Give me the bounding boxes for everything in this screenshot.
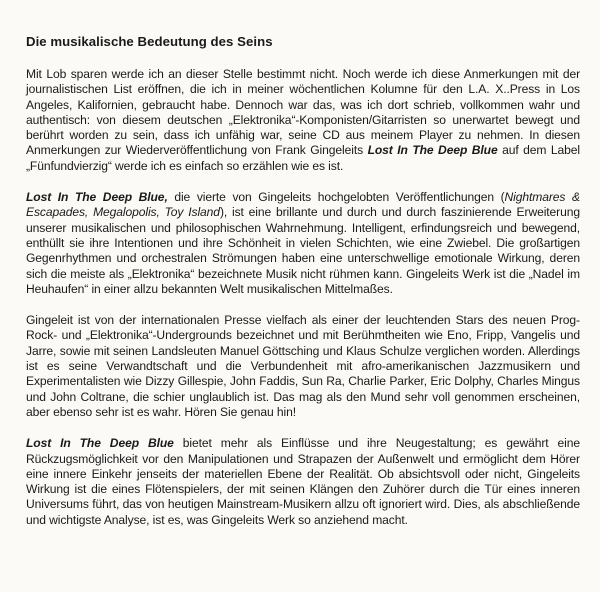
- album-title: Lost In The Deep Blue: [367, 143, 498, 158]
- paragraph-2-text-a: die vierte von Gingeleits hochgelobten Veröffentlichungen (: [167, 190, 505, 205]
- paragraph-4-text: bietet mehr als Einflüsse und ihre Neugestaltung; es gewährt eine Rückzugsmöglichkeit vor den Manipulationen und Strapazen der Außenwelt und ermöglicht dem Hörer eine innere Einkehr jenseits der materiellen Ebene der Realität. Ob absichtsvoll oder nicht, Gingeleits Wirkung ist die eines Flötenspielers, der mit seinen Klängen den Zuhörer durch die Tür eines inneren Universums führt, das von heutigen Mainstream-Musikern allzu oft ignoriert wird. Dies, als abschließende und wichtigste Analyse, ist es, was Gingeleits Werk so anziehend macht.: [26, 436, 580, 527]
- album-title: Lost In The Deep Blue,: [26, 190, 168, 205]
- paragraph-4: [26, 436, 580, 528]
- paragraph-2-text-b: ), ist eine brillante und durch und durch faszinierende Erweiterung unserer musikalischen und philosophischen Wahrnehmung. Intelligent, erfindungsreich und bewegend, enthüllt sie ihre Intentionen und ihre Schönheit in vielen Schichten, wie eine Zwiebel. Die großartigen Gegenrhythmen und orchestralen Strömungen haben eine unterschwellige emotionale Wirkung, deren sich die meiste als „Elektronika“ bezeichnete Musik nicht rühmen kann. Gingeleits Werk ist die „Nadel im Heuhaufen“ in einer allzu bekannten Welt musikalischen Mittelmaßes.: [26, 205, 580, 296]
- page-title: Die musikalische Bedeutung des Seins: [26, 34, 273, 49]
- paragraph-1: [26, 67, 580, 174]
- previous-works: Nightmares & Escapades, Megalopolis, Toy Island: [26, 190, 580, 220]
- paragraph-1-text-b: auf dem Label „Fünfundvierzig“ werde ich es einfach so erzählen wie es ist.: [26, 143, 581, 173]
- paragraph-1-text-a: Mit Lob sparen werde ich an dieser Stelle bestimmt nicht. Noch werde ich diese Anmerkungen mit der journalistischen List eröffnen, die ich in meiner wöchentlichen Kolumne für den L.A. X..Press in Los Angeles, Kalifornien, gebraucht habe. Dennoch war das, was ich dort schrieb, vollkommen wahr und authentisch: von diesem deutschen „Elektronika“-Komponisten/Gitarristen so unerwartet bewegt und berührt worden zu sein, dass ich unfähig war, seine CD aus meinem Player zu nehmen. In diesen Anmerkungen zur Wiederveröffentlichung von Frank Gingeleits: [26, 67, 580, 158]
- album-title: Lost In The Deep Blue: [26, 436, 174, 451]
- paragraph-2: [26, 190, 580, 297]
- paragraph-3: Gingeleit ist von der internationalen Presse vielfach als einer der leuchtenden Stars des neuen Prog-Rock- und „Elektronika“-Undergrounds bezeichnet und mit Berühmtheiten wie Eno, Fripp, Vangelis und Jarre, sowie mit seinen Landsleuten Manuel Göttsching und Klaus Schulze verglichen worden. Allerdings ist es seine Verwandtschaft und die Verbundenheit mit afro-amerikanischen Jazzmusikern und Experimentalisten wie Dizzy Gillespie, John Faddis, Sun Ra, Charlie Parker, Eric Dolphy, Charles Mingus und John Coltrane, die schier unglaublich ist. Das mag als den Mund sehr voll genommen erscheinen, aber ebenso sehr ist es wahr. Hören Sie genau hin!: [26, 313, 580, 419]
